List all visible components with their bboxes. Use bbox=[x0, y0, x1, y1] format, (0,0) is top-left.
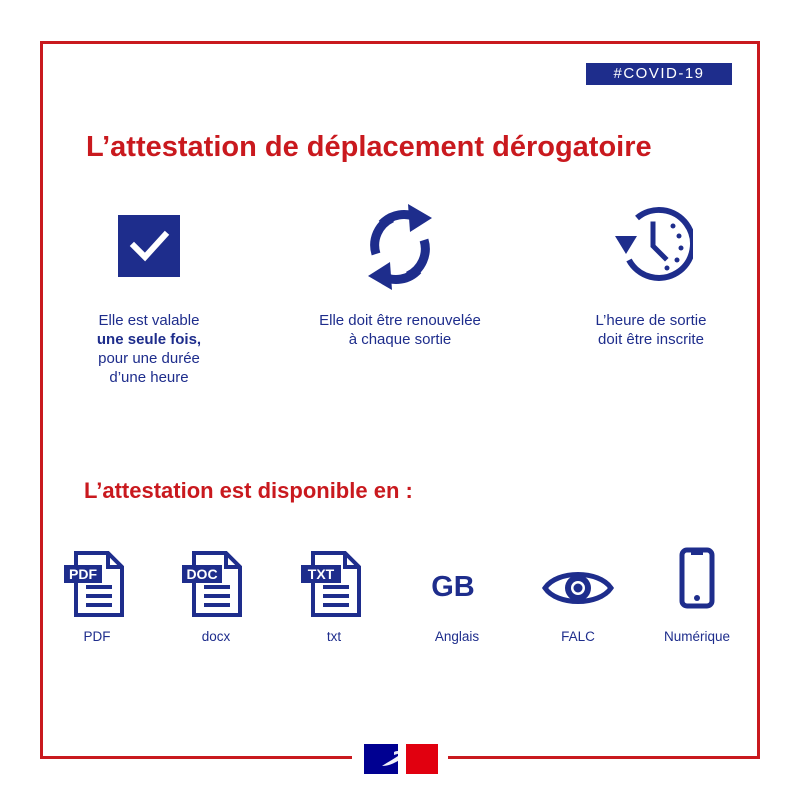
eye-icon[interactable] bbox=[541, 565, 615, 616]
feature-line: Elle doit être renouvelée bbox=[319, 312, 481, 329]
marianne-logo-icon bbox=[364, 744, 438, 774]
feature-line: pour une durée bbox=[98, 350, 200, 367]
format-label-anglais: Anglais bbox=[434, 629, 480, 644]
format-label-pdf: PDF bbox=[83, 629, 111, 644]
feature-line: doit être inscrite bbox=[598, 331, 704, 348]
feature-single-use-text bbox=[29, 311, 269, 387]
pdf-file-icon[interactable] bbox=[64, 551, 126, 622]
feature-line: à chaque sortie bbox=[348, 331, 452, 348]
txt-file-icon[interactable] bbox=[301, 551, 363, 622]
file-badge-text: PDF bbox=[69, 566, 97, 582]
renew-arrows-icon bbox=[360, 204, 440, 295]
page-title: L’attestation de déplacement dérogatoire bbox=[86, 131, 652, 163]
feature-line-emphasis: une seule fois, bbox=[96, 331, 202, 348]
english-text-icon[interactable]: GB bbox=[431, 571, 475, 603]
file-badge-text: TXT bbox=[307, 566, 335, 582]
clock-history-icon bbox=[607, 206, 693, 287]
feature-renew-text bbox=[280, 311, 520, 349]
feature-line: d’une heure bbox=[109, 369, 189, 386]
doc-file-icon[interactable] bbox=[182, 551, 244, 622]
format-label-docx: docx bbox=[201, 629, 231, 644]
format-label-falc: FALC bbox=[561, 629, 595, 644]
availability-heading: L’attestation est disponible en : bbox=[84, 478, 413, 503]
format-label-txt: txt bbox=[326, 629, 342, 644]
covid-hashtag-badge: #COVID-19 bbox=[586, 63, 732, 85]
feature-line: Elle est valable bbox=[98, 312, 200, 329]
file-badge-text: DOC bbox=[186, 566, 218, 582]
format-label-numerique: Numérique bbox=[663, 629, 731, 644]
feature-line: L’heure de sortie bbox=[595, 312, 707, 329]
checkbox-icon bbox=[118, 215, 180, 282]
feature-exit-time-text bbox=[531, 311, 771, 349]
smartphone-icon[interactable] bbox=[679, 547, 715, 614]
